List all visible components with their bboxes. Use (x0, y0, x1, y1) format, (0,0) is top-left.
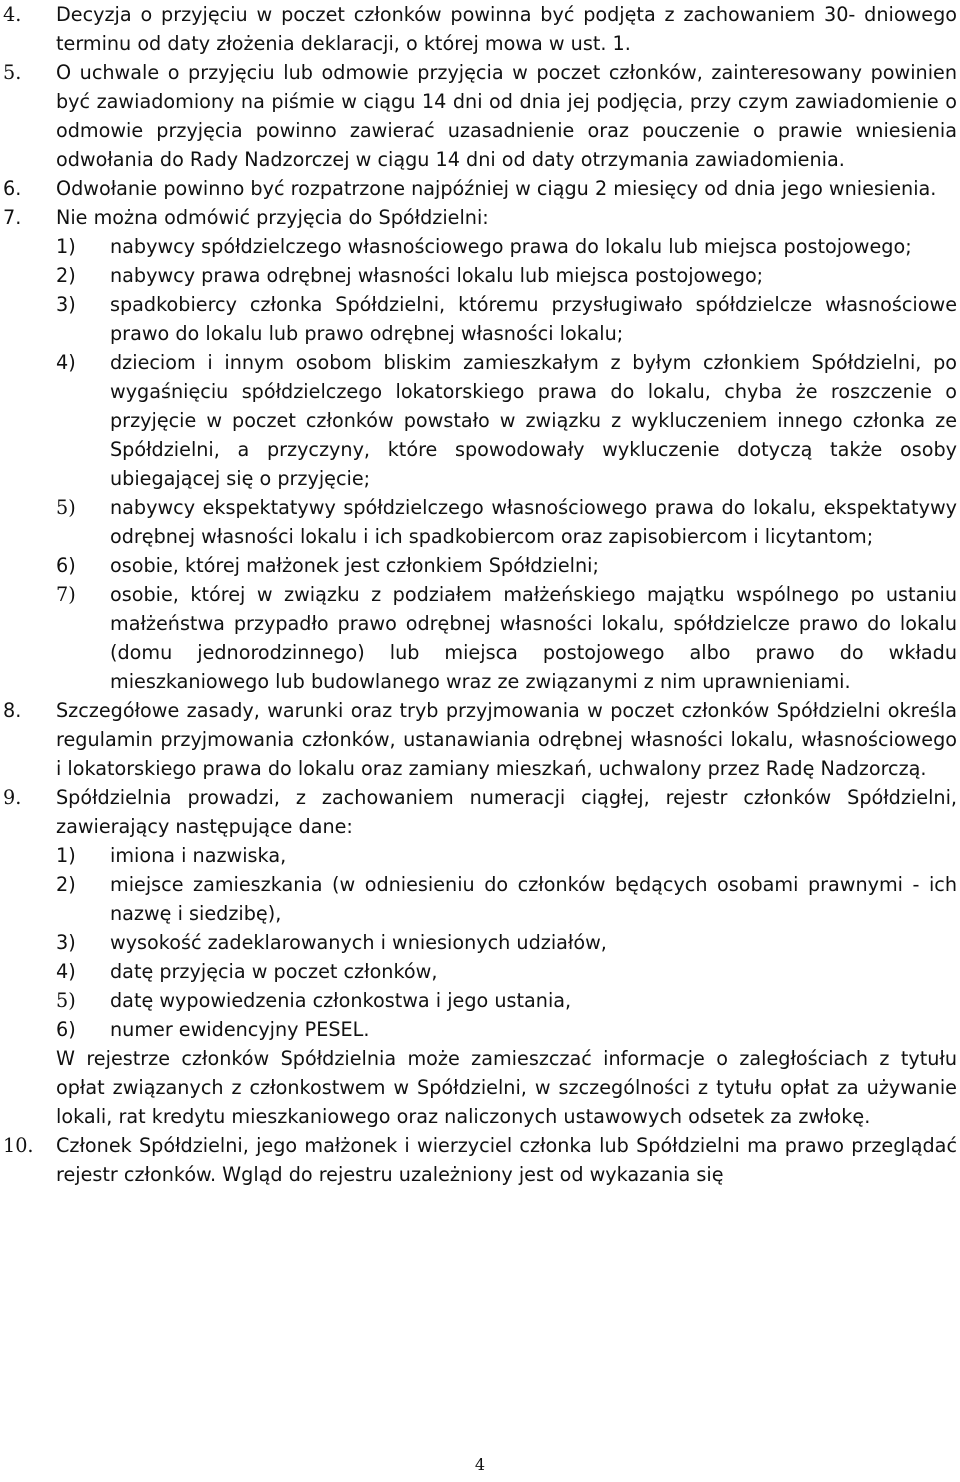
paragraph-number: 4. (3, 3, 22, 26)
list-item-number: 5) (56, 989, 76, 1012)
paragraph-9 (0, 783, 960, 1131)
paragraph-text: Spółdzielnia prowadzi, z zachowaniem numeracji ciągłej, rejestr członków Spółdzielni, zawierający następujące dane: (56, 786, 957, 838)
list-item-number: 3) (56, 931, 76, 954)
list-item-number: 3) (56, 293, 76, 316)
list-item (56, 261, 957, 290)
list-item-text: miejsce zamieszkania (w odniesieniu do członków będących osobami prawnymi - ich nazwę i siedzibę), (110, 873, 957, 925)
paragraph-text: Nie można odmówić przyjęcia do Spółdzielni: (56, 206, 489, 229)
paragraph-6 (0, 174, 960, 203)
list-item-text: datę przyjęcia w poczet członków, (110, 960, 438, 983)
list-item-text: nabywcy spółdzielczego własnościowego prawa do lokalu lub miejsca postojowego; (110, 235, 912, 258)
paragraph-text: O uchwale o przyjęciu lub odmowie przyjęcia w poczet członków, zainteresowany powinien być zawiadomiony na piśmie w ciągu 14 dni od dnia jej podjęcia, przy czym zawiadomienie o odmowie przyjęcia powinno zawierać uzasadnienie oraz pouczenie o prawie wniesienia odwołania do Rady Nadzorczej w ciągu 14 dni od daty otrzymania zawiadomienia. (56, 61, 957, 171)
list-item (56, 841, 957, 870)
paragraph-text: Odwołanie powinno być rozpatrzone najpóźniej w ciągu 2 miesięcy od dnia jego wniesienia. (56, 177, 937, 200)
paragraph-number: 9. (3, 786, 22, 809)
list-item-number: 1) (56, 235, 76, 258)
list-item-number: 2) (56, 264, 76, 287)
list-item-text: osobie, której małżonek jest członkiem Spółdzielni; (110, 554, 599, 577)
list-item-text: imiona i nazwiska, (110, 844, 287, 867)
page-number: 4 (474, 1455, 486, 1474)
list-item-number: 4) (56, 351, 76, 374)
paragraph-8 (0, 696, 960, 783)
list-item-number: 5) (56, 496, 76, 519)
paragraph-continuation: W rejestrze członków Spółdzielnia może zamieszczać informacje o zaległościach z tytułu opłat związanych z członkostwem w Spółdzielni, w szczególności z tytułu opłat za używanie lokali, rat kredytu mieszkaniowego oraz naliczonych ustawowych odsetek za zwłokę. (56, 1047, 957, 1128)
list-item (56, 580, 957, 696)
list-item (56, 348, 957, 493)
list-item (56, 870, 957, 928)
paragraph-text: Członek Spółdzielni, jego małżonek i wierzyciel członka lub Spółdzielni ma prawo przeglądać rejestr członków. Wgląd do rejestru uzależniony jest od wykazania się (56, 1134, 957, 1186)
list-item (56, 957, 957, 986)
paragraph-text: Szczegółowe zasady, warunki oraz tryb przyjmowania w poczet członków Spółdzielni określa regulamin przyjmowania członków, ustanawiania odrębnej własności lokalu, własnościowego i lokatorskiego prawa do lokalu oraz zamiany mieszkań, uchwalony przez Radę Nadzorczą. (56, 699, 957, 780)
list-item-text: wysokość zadeklarowanych i wniesionych udziałów, (110, 931, 607, 954)
paragraph-number: 10. (3, 1134, 34, 1157)
list-item-number: 4) (56, 960, 76, 983)
list-item-number: 2) (56, 873, 76, 896)
paragraph-4 (0, 0, 960, 58)
paragraph-5 (0, 58, 960, 174)
paragraph-10 (0, 1131, 960, 1189)
list-item-text: osobie, której w związku z podziałem małżeńskiego majątku wspólnego po ustaniu małżeństwa przypadło prawo odrębnej własności lokalu, spółdzielcze prawo do lokalu (domu jednorodzinnego) lub miejsca postojowego albo prawo do wkładu mieszkaniowego lub budowlanego wraz ze związanymi z nim uprawnieniami. (110, 583, 957, 693)
list-item-number: 1) (56, 844, 76, 867)
list-item-text: nabywcy ekspektatywy spółdzielczego własnościowego prawa do lokalu, ekspektatywy odrębnej własności lokalu i ich spadkobiercom oraz zapisobiercom i licytantom; (110, 496, 957, 548)
list-item-number: 6) (56, 554, 76, 577)
list-item (56, 493, 957, 551)
list-item (56, 986, 957, 1015)
list-item-number: 7) (56, 583, 76, 606)
paragraph-7 (0, 203, 960, 696)
list-item (56, 232, 957, 261)
paragraph-text: Decyzja o przyjęciu w poczet członków powinna być podjęta z zachowaniem 30- dniowego terminu od daty złożenia deklaracji, o której mowa w ust. 1. (56, 3, 957, 55)
list-item (56, 928, 957, 957)
paragraph-number: 5. (3, 61, 22, 84)
list-item (56, 551, 957, 580)
list-item-text: dzieciom i innym osobom bliskim zamieszkałym z byłym członkiem Spółdzielni, po wygaśnięciu spółdzielczego lokatorskiego prawa do lokalu, chyba że roszczenie o przyjęcie w poczet członków powstało w związku z wykluczeniem innego członka ze Spółdzielni, a przyczyny, które spowodowały wykluczenie dotyczą także osoby ubiegającej się o przyjęcie; (110, 351, 957, 490)
list-item-text: spadkobiercy członka Spółdzielni, któremu przysługiwało spółdzielcze własnościowe prawo do lokalu lub prawo odrębnej własności lokalu; (110, 293, 957, 345)
list-item-text: datę wypowiedzenia członkostwa i jego ustania, (110, 989, 572, 1012)
paragraph-number: 8. (3, 699, 22, 722)
paragraph-number: 6. (3, 177, 22, 200)
list-item-number: 6) (56, 1018, 76, 1041)
list-item (56, 290, 957, 348)
paragraph-number: 7. (3, 206, 22, 229)
list-item-text: nabywcy prawa odrębnej własności lokalu lub miejsca postojowego; (110, 264, 764, 287)
list-item (56, 1015, 957, 1044)
list-item-text: numer ewidencyjny PESEL. (110, 1018, 370, 1041)
